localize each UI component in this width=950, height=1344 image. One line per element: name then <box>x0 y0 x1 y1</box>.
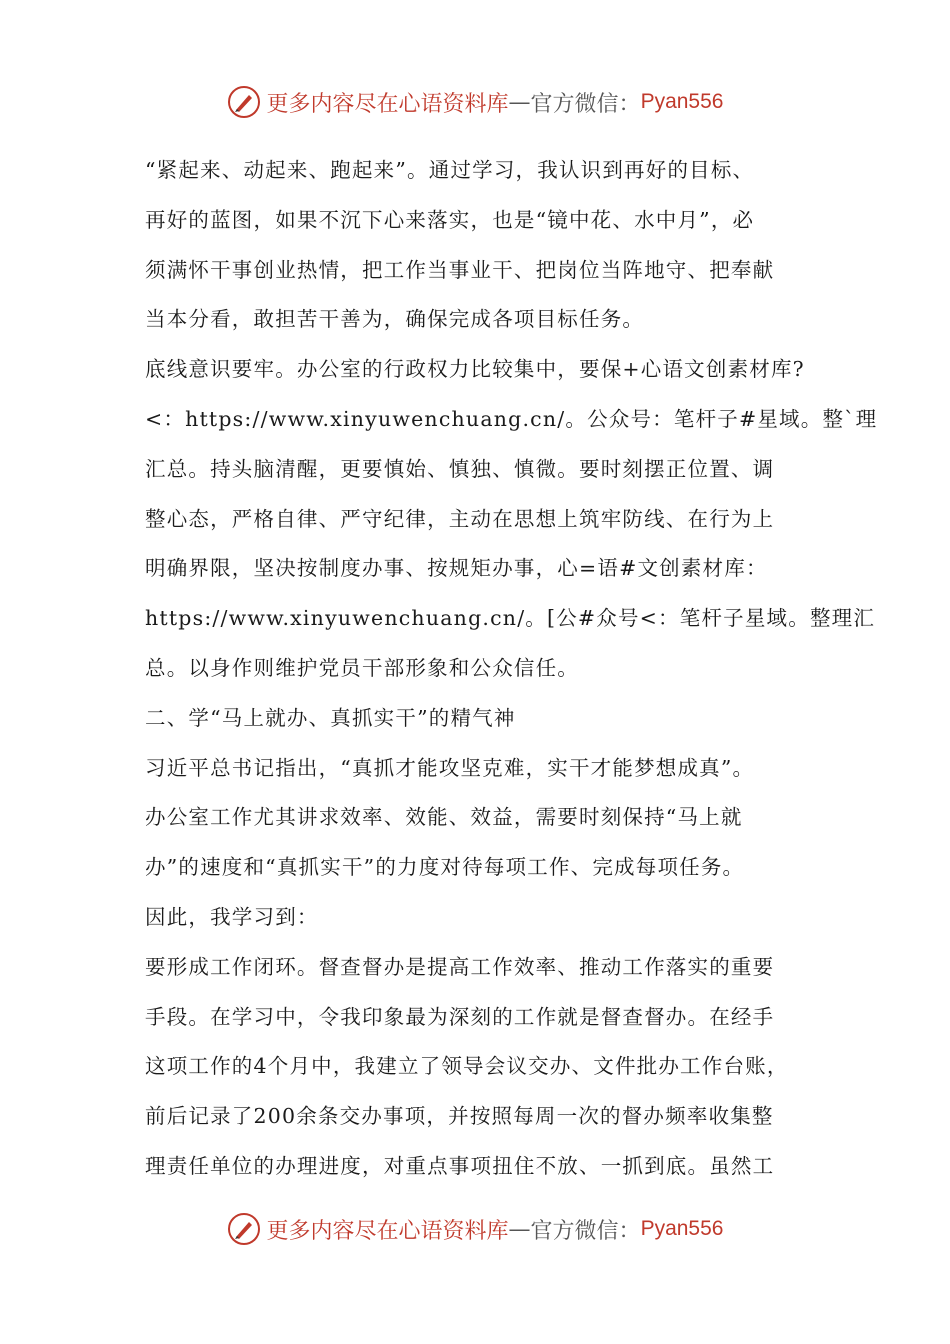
banner-separator: — <box>508 1216 531 1242</box>
banner-title: 更多内容尽在心语资料库 <box>266 91 509 117</box>
banner-wechat-id: Pyan556 <box>640 90 724 113</box>
text-line: 要形成工作闭环。督查督办是提高工作效率、推动工作落实的重要 <box>145 954 775 979</box>
footer-banner <box>0 1207 950 1251</box>
pen-logo-icon <box>227 85 261 119</box>
text-line: 底线意识要牢。办公室的行政权力比较集中，要保+心语文创素材库? <box>145 357 805 382</box>
text-line: https://www.xinyuwenchuang.cn/。[公#众号<：笔杆子星域。整理汇 <box>145 606 876 631</box>
text-line: 办公室工作尤其讲求效率、效能、效益，需要时刻保持“马上就 <box>145 805 743 830</box>
section-heading: 二、学“马上就办、真抓实干”的精气神 <box>145 705 516 730</box>
text-line: 明确界限，坚决按制度办事、按规矩办事，心=语#文创素材库： <box>145 556 768 581</box>
text-line: 理责任单位的办理进度，对重点事项扭住不放、一抓到底。虽然工 <box>145 1153 775 1178</box>
text-line: 这项工作的4个月中，我建立了领导会议交办、文件批办工作台账， <box>145 1054 789 1079</box>
text-line: 当本分看，敢担苦干善为，确保完成各项目标任务。 <box>145 307 645 332</box>
text-line: 手段。在学习中，令我印象最为深刻的工作就是督查督办。在经手 <box>145 1004 775 1029</box>
banner-separator: — <box>508 89 531 115</box>
text-line: 因此，我学习到： <box>145 904 319 929</box>
text-line: 整心态，严格自律、严守纪律，主动在思想上筑牢防线、在行为上 <box>145 506 775 531</box>
banner-wechat-id: Pyan556 <box>640 1217 724 1240</box>
text-line: 汇总。持头脑清醒，更要慎始、慎独、慎微。要时刻摆正位置、调 <box>145 456 775 481</box>
text-line: 前后记录了200余条交办事项，并按照每周一次的督办频率收集整 <box>145 1104 774 1129</box>
header-banner <box>0 80 950 124</box>
banner-label: 官方微信： <box>530 1218 641 1244</box>
text-line: 习近平总书记指出，“真抓才能攻坚克难，实干才能梦想成真”。 <box>145 755 755 780</box>
text-line: 办”的速度和“真抓实干”的力度对待每项工作、完成每项任务。 <box>145 855 745 880</box>
text-line: 须满怀干事创业热情，把工作当事业干、把岗位当阵地守、把奉献 <box>145 257 775 282</box>
text-line: 再好的蓝图，如果不沉下心来落实，也是“镜中花、水中月”，必 <box>145 207 755 232</box>
document-body <box>145 146 878 1192</box>
text-line: 总。以身作则维护党员干部形象和公众信任。 <box>145 655 579 680</box>
banner-title: 更多内容尽在心语资料库 <box>266 1218 509 1244</box>
text-line: <：https://www.xinyuwenchuang.cn/。公众号：笔杆子#星域。整`理 <box>145 406 878 431</box>
pen-logo-icon <box>227 1212 261 1246</box>
banner-label: 官方微信： <box>530 91 641 117</box>
text-line: “紧起来、动起来、跑起来”。通过学习，我认识到再好的目标、 <box>145 158 755 182</box>
